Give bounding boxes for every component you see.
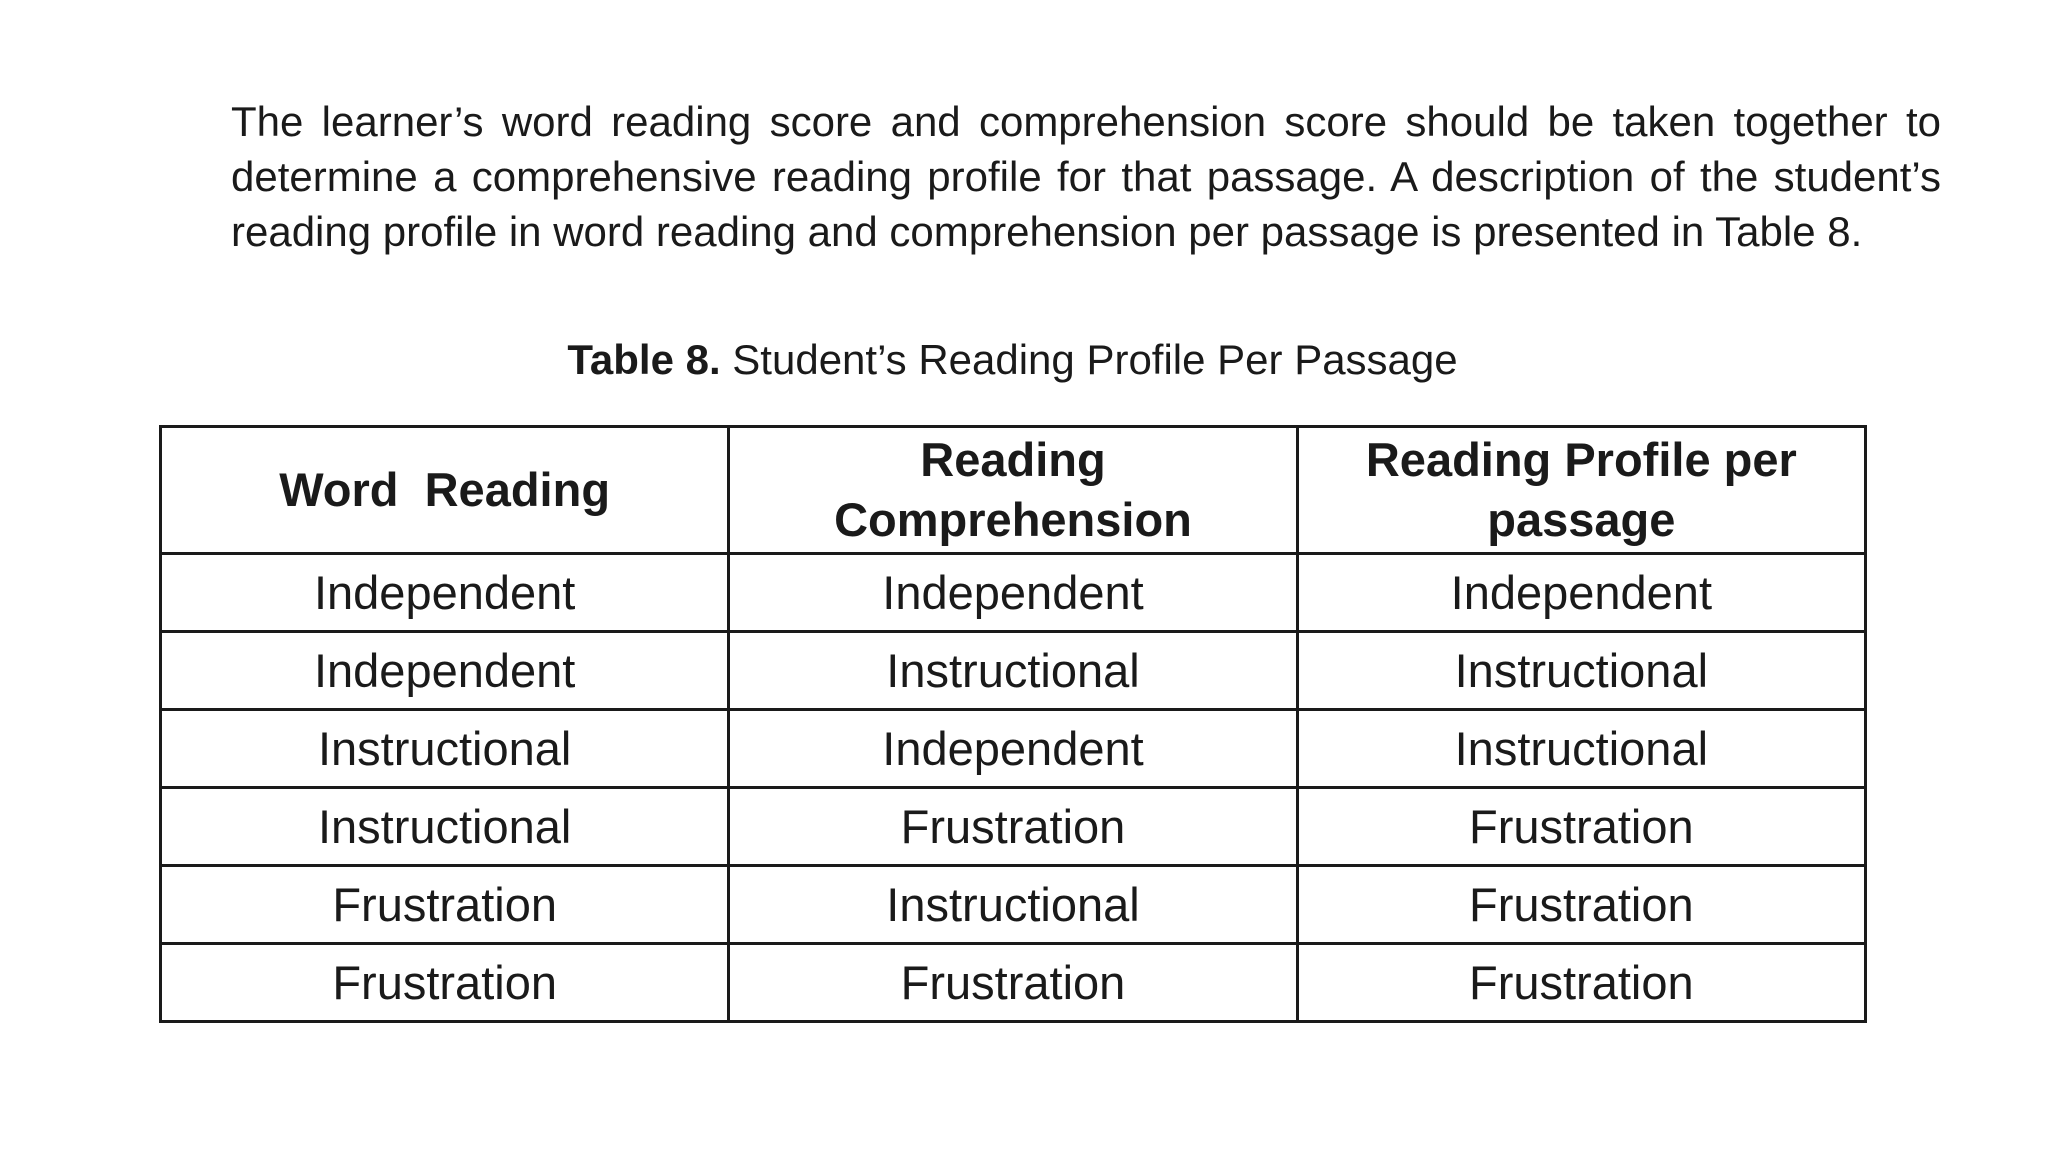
table-row bbox=[161, 710, 1866, 788]
table-cell: Independent bbox=[729, 710, 1297, 788]
table-caption-label: Table 8. bbox=[567, 336, 721, 383]
header-word-reading: Word Reading bbox=[161, 427, 729, 554]
table-cell: Frustration bbox=[1297, 944, 1865, 1022]
table-cell: Instructional bbox=[161, 788, 729, 866]
table-row bbox=[161, 632, 1866, 710]
table-header-row bbox=[161, 427, 1866, 554]
table-cell: Independent bbox=[161, 632, 729, 710]
table-cell: Instructional bbox=[161, 710, 729, 788]
table-cell: Independent bbox=[729, 554, 1297, 632]
table-cell: Frustration bbox=[729, 944, 1297, 1022]
table-cell: Frustration bbox=[1297, 788, 1865, 866]
table-cell: Frustration bbox=[161, 944, 729, 1022]
table-row bbox=[161, 866, 1866, 944]
header-reading-comprehension: Reading Comprehension bbox=[729, 427, 1297, 554]
table-cell: Independent bbox=[161, 554, 729, 632]
table-cell: Frustration bbox=[161, 866, 729, 944]
table-cell: Instructional bbox=[729, 866, 1297, 944]
table-cell: Frustration bbox=[729, 788, 1297, 866]
table-cell: Independent bbox=[1297, 554, 1865, 632]
table-caption bbox=[0, 334, 2025, 386]
table-cell: Instructional bbox=[1297, 632, 1865, 710]
table-row bbox=[161, 788, 1866, 866]
table-caption-text: Student’s Reading Profile Per Passage bbox=[720, 336, 1458, 383]
table-row bbox=[161, 554, 1866, 632]
body-paragraph: The learner’s word reading score and comprehension score should be taken together to determine a comprehensive reading profile for that passage. A description of the student’s reading profile in word reading and comprehension per passage is presented in Table 8. bbox=[231, 98, 1941, 255]
reading-profile-table bbox=[159, 425, 1867, 1023]
header-reading-profile: Reading Profile per passage bbox=[1297, 427, 1865, 554]
table-row bbox=[161, 944, 1866, 1022]
table-cell: Instructional bbox=[1297, 710, 1865, 788]
table-cell: Instructional bbox=[729, 632, 1297, 710]
table-cell: Frustration bbox=[1297, 866, 1865, 944]
